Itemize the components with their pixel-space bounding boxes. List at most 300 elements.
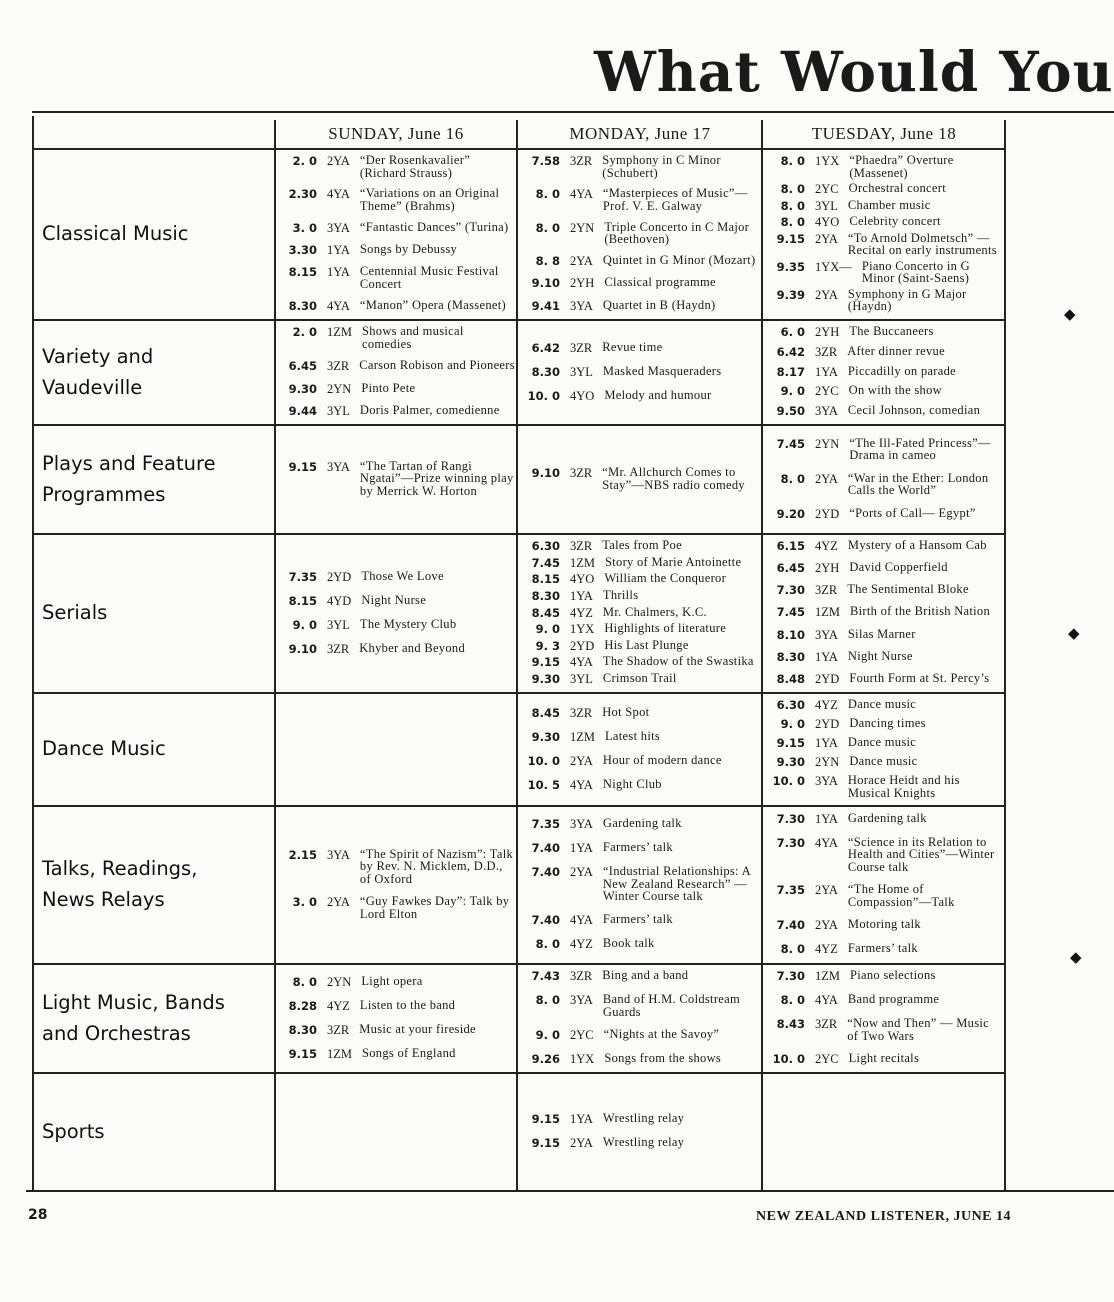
programme-time: 7.35: [776, 883, 805, 898]
programme-title: Story of Marie Antoinette: [605, 554, 742, 569]
category-label-line: Serials: [42, 601, 108, 624]
programme-entry: [277, 187, 515, 212]
programme-time: 8.10: [776, 627, 805, 642]
programme-entry: [765, 437, 1003, 462]
programme-entry: [765, 883, 1003, 908]
programme-title: Thrills: [602, 587, 639, 602]
category-label-line: Sports: [42, 1119, 105, 1143]
day-header-tuesday: TUESDAY, June 18: [811, 124, 957, 143]
programme-entry: [765, 539, 1003, 553]
programme-time: 7.40: [531, 841, 560, 855]
programme-entry: [520, 389, 760, 403]
station-code: 2YN: [815, 755, 840, 769]
row-rule: [32, 805, 1005, 807]
schedule-cell: [765, 698, 1003, 799]
programme-time: 9.10: [531, 466, 560, 480]
programme-time: 10. 0: [527, 388, 560, 403]
programme-entry: [765, 561, 1003, 575]
programme-title: “Manon” Opera (Massenet): [359, 297, 506, 312]
station-code: 4YO: [570, 572, 595, 587]
programme-time: 8.30: [288, 298, 317, 313]
schedule-cell: [520, 817, 760, 951]
programme-time: 6.45: [776, 561, 805, 576]
programme-entry: [277, 975, 515, 989]
programme-title: Gardening talk: [602, 816, 682, 830]
station-code: 1YX: [570, 622, 595, 637]
schedule-cell: [277, 848, 515, 921]
programme-title: Dance music: [847, 735, 917, 749]
programme-entry: [520, 817, 760, 831]
schedule-cell: [277, 154, 515, 313]
station-code: 4YZ: [570, 605, 593, 620]
programme-time: 9. 0: [535, 1028, 560, 1043]
programme-entry: [520, 672, 760, 686]
programme-entry: [765, 717, 1003, 731]
programme-title: Shows and musical comedies: [362, 324, 464, 351]
programme-entry: [520, 730, 760, 744]
page-number: 28: [28, 1207, 48, 1223]
programme-entry: [520, 299, 760, 313]
programme-time: 9.39: [776, 287, 805, 302]
programme-entry: [765, 1017, 1003, 1042]
station-code: 4YA: [570, 655, 593, 670]
programme-title: Those We Love: [361, 568, 444, 583]
programme-time: 8.43: [776, 1017, 805, 1031]
top-rule: [32, 111, 1114, 113]
programme-time: 7.40: [531, 865, 560, 879]
programme-title: Cecil Johnson, comedian: [847, 403, 981, 417]
programme-entry: [277, 243, 515, 257]
programme-title: Dance music: [847, 697, 917, 711]
programme-time: 7.45: [776, 436, 805, 451]
programme-title: Melody and humour: [604, 387, 712, 402]
programme-entry: [765, 384, 1003, 398]
programme-entry: [520, 1112, 760, 1126]
station-code: 3YA: [815, 404, 838, 418]
station-code: 2YC: [815, 181, 839, 196]
station-code: 1YA: [570, 841, 593, 855]
station-code: 4YA: [570, 777, 593, 792]
category-label: [42, 987, 225, 1049]
programme-title: Wrestling relay: [602, 1135, 685, 1149]
programme-entry: [277, 382, 515, 396]
programme-title: Light recitals: [848, 1051, 920, 1066]
programme-title: Chamber music: [847, 197, 931, 212]
schedule-cell: [765, 437, 1003, 521]
programme-time: 8.30: [531, 364, 560, 379]
station-code: 1ZM: [327, 325, 352, 339]
row-rule: [32, 692, 1005, 694]
programme-time: 8. 0: [780, 471, 805, 486]
station-code: 2YN: [327, 974, 352, 989]
station-code: 3YA: [327, 459, 350, 474]
station-code: 3ZR: [815, 1017, 838, 1031]
station-code: 1ZM: [327, 1046, 352, 1061]
station-code: 3YL: [327, 617, 350, 632]
programme-title: Quintet in G Minor (Mozart): [602, 253, 756, 268]
programme-title: The Mystery Club: [359, 616, 457, 631]
programme-entry: [520, 589, 760, 603]
programme-title: Carson Robison and Pioneers: [359, 357, 515, 372]
programme-time: 3. 0: [292, 220, 317, 235]
day-header-sunday: SUNDAY, June 16: [328, 124, 464, 143]
row-rule: [32, 1072, 1005, 1074]
station-code: 2YC: [570, 1028, 594, 1043]
programme-entry: [765, 969, 1003, 983]
programme-title: Songs from the shows: [604, 1051, 722, 1066]
programme-title: On with the show: [848, 383, 942, 398]
station-code: 3YA: [815, 774, 838, 788]
station-code: 2YD: [815, 506, 840, 521]
programme-entry: [277, 1047, 515, 1061]
programme-entry: [277, 618, 515, 632]
programme-title: Night Nurse: [361, 592, 427, 607]
station-code: 1ZM: [570, 729, 595, 744]
schedule-cell: [520, 154, 760, 313]
station-code: 2YA: [815, 231, 838, 246]
category-label: [42, 1116, 105, 1147]
station-code: 2YA: [815, 471, 838, 486]
programme-time: 6.30: [531, 539, 560, 553]
station-code: 1ZM: [815, 605, 840, 620]
programme-title: Dancing times: [849, 716, 926, 730]
schedule-cell: [520, 969, 760, 1066]
category-label: [42, 733, 166, 764]
programme-time: 9.26: [531, 1052, 560, 1067]
programme-title: Piccadilly on parade: [847, 363, 956, 378]
programme-title: Quartet in B (Haydn): [602, 297, 716, 312]
programme-entry: [277, 895, 515, 920]
programme-time: 8.15: [288, 593, 317, 608]
programme-title: Pinto Pete: [361, 380, 416, 395]
programme-entry: [520, 754, 760, 768]
programme-entry: [765, 755, 1003, 769]
programme-title: “Der Rosenkavalier” (Richard Strauss): [359, 153, 471, 180]
programme-time: 8.45: [531, 605, 560, 620]
row-rule: [32, 424, 1005, 426]
programme-entry: [765, 365, 1003, 379]
programme-entry: [765, 154, 1003, 179]
programme-entry: [765, 918, 1003, 932]
programme-entry: [765, 942, 1003, 956]
schedule-cell: [277, 570, 515, 656]
programme-time: 9.35: [776, 259, 805, 274]
station-code: 3YL: [815, 198, 838, 213]
bottom-rule: [26, 1190, 1114, 1192]
station-code: 1ZM: [570, 555, 595, 570]
programme-title: “Ports of Call— Egypt”: [849, 505, 976, 520]
programme-entry: [520, 937, 760, 951]
station-code: 1YA: [327, 265, 350, 280]
programme-time: 8. 0: [780, 942, 805, 957]
programme-title: Triple Concerto in C Major (Beethoven): [604, 219, 750, 247]
programme-entry: [520, 254, 760, 268]
station-code: 1YA: [815, 649, 838, 664]
programme-time: 10. 5: [527, 777, 560, 792]
station-code: 1YX: [570, 1052, 595, 1067]
programme-time: 8.15: [288, 265, 317, 280]
programme-entry: [765, 260, 1003, 285]
programme-title: Piano selections: [850, 968, 936, 982]
programme-title: “Science in its Relation to Health and Cities”—Winter Course talk: [847, 834, 995, 874]
programme-title: Gardening talk: [847, 810, 927, 825]
programme-title: Hot Spot: [602, 704, 650, 719]
programme-entry: [277, 594, 515, 608]
programme-time: 8.45: [531, 705, 560, 720]
station-code: 2YA: [570, 254, 593, 269]
programme-title: Wrestling relay: [602, 1111, 685, 1125]
category-label: [42, 448, 216, 510]
station-code: 2YD: [327, 569, 352, 584]
programme-title: Symphony in C Minor (Schubert): [602, 153, 721, 180]
station-code: 1YA: [815, 736, 838, 750]
programme-title: “The Home of Compassion”—Talk: [847, 882, 955, 909]
programme-title: Hour of modern dance: [602, 752, 722, 767]
programme-entry: [765, 1052, 1003, 1066]
category-label-line: Plays and Feature: [42, 451, 216, 475]
programme-title: “Fantastic Dances” (Turina): [359, 219, 509, 234]
programme-entry: [520, 539, 760, 553]
programme-title: Doris Palmer, comedienne: [359, 403, 500, 418]
schedule-cell: [277, 460, 515, 498]
schedule-cell: [765, 969, 1003, 1066]
programme-entry: [520, 706, 760, 720]
station-code: 2YA: [815, 287, 838, 302]
programme-title: Songs by Debussy: [359, 241, 458, 256]
programme-time: 2. 0: [292, 154, 317, 168]
programme-title: Bing and a band: [602, 968, 689, 982]
programme-time: 8. 0: [535, 220, 560, 235]
station-code: 3ZR: [570, 466, 593, 480]
programme-time: 8.28: [288, 998, 317, 1013]
station-code: 2YD: [570, 638, 595, 653]
ink-blot: ◆: [1064, 307, 1076, 323]
programme-time: 8. 0: [535, 187, 560, 202]
station-code: 2YH: [815, 561, 840, 576]
programme-entry: [765, 182, 1003, 196]
programme-time: 9.30: [288, 381, 317, 396]
programme-entry: [520, 622, 760, 636]
programme-title: After dinner revue: [847, 343, 945, 358]
programme-entry: [520, 913, 760, 927]
programme-entry: [765, 836, 1003, 874]
programme-entry: [520, 1136, 760, 1150]
schedule-cell: [765, 325, 1003, 418]
station-code: 4YD: [327, 593, 352, 608]
programme-time: 8. 0: [780, 993, 805, 1007]
station-code: 3ZR: [815, 344, 838, 359]
programme-time: 7.58: [531, 154, 560, 168]
programme-title: “The Spirit of Nazism”: Talk by Rev. N. Micklem, D.D., of Oxford: [359, 846, 514, 886]
schedule-cell: [520, 706, 760, 792]
row-rule: [32, 963, 1005, 965]
category-label: [42, 597, 107, 628]
programme-title: Tales from Poe: [602, 538, 682, 552]
programme-entry: [277, 848, 515, 886]
schedule-cell: [520, 466, 760, 491]
station-code: 3ZR: [570, 969, 593, 983]
programme-entry: [277, 299, 515, 313]
programme-entry: [765, 672, 1003, 686]
programme-time: 6.42: [531, 340, 560, 355]
programme-entry: [277, 999, 515, 1013]
station-code: 2YH: [570, 276, 595, 291]
programme-title: David Copperfield: [849, 560, 948, 575]
schedule-cell: [765, 154, 1003, 313]
programme-title: Band programme: [847, 992, 940, 1006]
category-label-line: Programmes: [42, 482, 166, 506]
programme-time: 9.15: [776, 736, 805, 750]
programme-entry: [520, 341, 760, 355]
programme-title: “Phaedra” Overture (Massenet): [849, 153, 954, 180]
programme-entry: [520, 466, 760, 491]
programme-title: Farmers’ talk: [602, 911, 673, 926]
programme-entry: [765, 583, 1003, 597]
programme-title: Orchestral concert: [848, 180, 946, 195]
schedule-cell: [520, 341, 760, 403]
programme-title: “The Tartan of Rangi Ngatai”—Prize winning play by Merrick W. Horton: [359, 458, 514, 498]
programme-entry: [520, 778, 760, 792]
programme-entry: [277, 570, 515, 584]
programme-time: 7.35: [531, 817, 560, 831]
station-code: 1YX—: [815, 259, 852, 274]
ink-blot: ◆: [1070, 950, 1082, 966]
programme-title: William the Conqueror: [604, 571, 727, 586]
programme-title: Piano Concerto in G Minor (Saint-Saens): [861, 258, 970, 286]
station-code: 3YA: [570, 298, 593, 313]
programme-entry: [765, 628, 1003, 642]
station-code: 4YA: [327, 298, 350, 313]
programme-title: “Mr. Allchurch Comes to Stay”—NBS radio comedy: [602, 465, 745, 492]
category-label-line: Light Music, Bands: [42, 990, 225, 1014]
station-code: 2YA: [327, 154, 350, 168]
page-headline: What Would You: [594, 39, 1114, 104]
station-code: 3ZR: [570, 539, 593, 553]
programme-time: 9.15: [531, 655, 560, 670]
programme-title: His Last Plunge: [604, 637, 689, 652]
programme-title: Mr. Chalmers, K.C.: [602, 604, 707, 619]
station-code: 2YA: [815, 883, 838, 898]
programme-title: Book talk: [602, 935, 655, 950]
station-code: 2YD: [815, 717, 840, 731]
programme-time: 7.45: [531, 555, 560, 570]
programme-title: Revue time: [602, 339, 663, 354]
programme-title: Farmers’ talk: [602, 840, 673, 854]
station-code: 2YA: [327, 895, 350, 910]
column-rule: [516, 120, 518, 1192]
programme-time: 9.10: [531, 276, 560, 291]
station-code: 4YA: [815, 835, 838, 850]
programme-time: 7.40: [776, 918, 805, 933]
station-code: 4YO: [815, 215, 840, 230]
programme-time: 8. 8: [535, 254, 560, 269]
station-code: 4YZ: [570, 936, 593, 951]
schedule-cell: [277, 325, 515, 418]
row-rule: [32, 533, 1005, 535]
programme-time: 2.30: [288, 187, 317, 202]
programme-title: Crimson Trail: [602, 671, 677, 685]
category-label-line: News Relays: [42, 888, 165, 911]
programme-entry: [765, 288, 1003, 313]
programme-entry: [765, 325, 1003, 339]
programme-time: 9.15: [776, 231, 805, 246]
ink-blot: ◆: [1068, 626, 1080, 642]
programme-entry: [277, 221, 515, 235]
programme-time: 7.30: [776, 969, 805, 983]
programme-time: 8. 0: [780, 215, 805, 230]
programme-entry: [520, 639, 760, 653]
programme-time: 8.48: [776, 671, 805, 686]
station-code: 2YA: [570, 865, 593, 879]
programme-entry: [765, 232, 1003, 257]
programme-title: Silas Marner: [847, 626, 916, 641]
column-rule: [32, 116, 34, 1192]
programme-time: 7.45: [776, 605, 805, 620]
station-code: 3ZR: [815, 583, 838, 598]
programme-time: 7.35: [288, 569, 317, 584]
station-code: 1YA: [327, 242, 350, 257]
programme-title: The Sentimental Bloke: [847, 582, 969, 597]
column-rule: [274, 120, 276, 1192]
station-code: 3YL: [570, 672, 593, 686]
programme-entry: [520, 221, 760, 246]
programme-title: Listen to the band: [359, 997, 456, 1012]
programme-time: 2. 0: [292, 325, 317, 339]
programme-title: Night Nurse: [847, 648, 913, 663]
programme-entry: [520, 865, 760, 903]
programme-time: 9.30: [776, 755, 805, 769]
programme-time: 7.30: [776, 583, 805, 598]
programme-time: 8. 0: [292, 974, 317, 989]
programme-entry: [520, 1028, 760, 1042]
station-code: 3ZR: [570, 705, 593, 720]
programme-entry: [277, 1023, 515, 1037]
station-code: 1YX: [815, 154, 840, 168]
schedule-cell: [520, 1112, 760, 1150]
programme-title: “Industrial Relationships: A New Zealand Research” — Winter Course talk: [602, 864, 751, 904]
programme-title: “To Arnold Dolmetsch” —Recital on early instruments: [847, 230, 997, 258]
station-code: 3YA: [570, 993, 593, 1007]
programme-title: “Now and Then” — Music of Two Wars: [847, 1016, 989, 1043]
station-code: 3YA: [327, 220, 350, 235]
programme-title: Centennial Music Festival Concert: [359, 264, 499, 291]
station-code: 4YA: [570, 912, 593, 927]
programme-time: 9. 0: [780, 384, 805, 399]
programme-title: Horace Heidt and his Musical Knights: [847, 773, 960, 800]
programme-entry: [520, 969, 760, 983]
programme-time: 8.30: [776, 649, 805, 664]
column-rule: [761, 120, 763, 1192]
programme-time: 6.30: [776, 698, 805, 712]
programme-time: 7.30: [776, 811, 805, 826]
publication-footer: NEW ZEALAND LISTENER, JUNE 14: [756, 1209, 1012, 1224]
programme-entry: [520, 556, 760, 570]
programme-time: 8.30: [531, 588, 560, 603]
category-label-line: Variety and: [42, 344, 154, 368]
station-code: 1YA: [570, 588, 593, 603]
programme-time: 9.15: [531, 1112, 560, 1126]
programme-entry: [520, 276, 760, 290]
station-code: 3ZR: [570, 340, 593, 355]
programme-entry: [277, 325, 515, 350]
programme-entry: [520, 1052, 760, 1066]
programme-title: “Guy Fawkes Day”: Talk by Lord Elton: [359, 894, 510, 921]
programme-title: “The Ill-Fated Princess”—Drama in cameo: [849, 435, 991, 463]
programme-title: “War in the Ether: London Calls the World”: [847, 470, 989, 498]
programme-title: “Variations on an Original Theme” (Brahms): [359, 186, 500, 213]
category-label-line: Classical Music: [42, 222, 189, 245]
day-header-monday: MONDAY, June 17: [569, 124, 711, 143]
